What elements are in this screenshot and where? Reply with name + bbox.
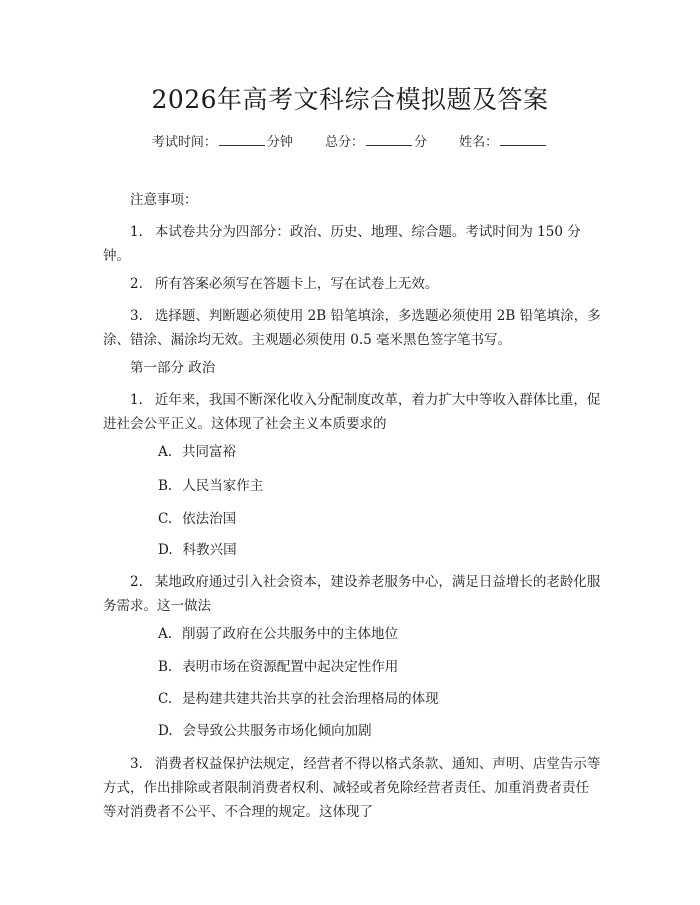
question-number: 1. [130,392,143,408]
option-letter: B. [158,478,173,494]
option-text: 是构建共建共治共享的社会治理格局的体现 [182,691,439,707]
section-heading: 第一部分 政治 [130,360,216,376]
option-letter: C. [158,691,173,707]
option-text: 削弱了政府在公共服务中的主体地位 [182,626,399,642]
exam-time-field [152,131,293,150]
option-letter: A. [158,444,173,460]
notice-item-text: 本试卷共分为四部分：政治、历史、地理、综合题。考试时间为 150 分钟。 [103,224,581,264]
option-text: 依法治国 [182,511,237,527]
exam-time-label: 考试时间： [151,135,217,150]
student-name-blank [500,133,546,146]
answer-option [158,507,598,531]
answer-option [158,655,598,679]
student-name-label: 姓名： [459,135,499,150]
answer-option [158,440,598,464]
question-number: 3. [130,756,143,772]
notice-item [103,220,601,268]
question-stem [103,388,601,436]
option-letter: D. [158,542,173,558]
exam-time-blank [219,133,265,146]
option-text: 共同富裕 [182,444,237,460]
notice-item-number: 1. [130,224,143,240]
answer-option [158,622,598,646]
total-score-unit: 分 [414,135,428,150]
notice-item-text: 选择题、判断题必须使用 2B 铅笔填涂，多选题必须使用 2B 铅笔填涂，多涂、错涂、漏涂均无效。主观题必须使用 0.5 毫米黑色签字笔书写。 [103,308,601,348]
question-text: 消费者权益保护法规定，经营者不得以格式条款、通知、声明、店堂告示等方式，作出排除或者限制消费者权利、减轻或者免除经营者责任、加重消费者责任等对消费者不公平、不合理的规定。这体现了 [103,756,601,820]
option-text: 科教兴国 [182,542,237,558]
notice-item-text: 所有答案必须写在答题卡上，写在试卷上无效。 [154,276,439,292]
answer-option [158,474,598,498]
exam-time-unit: 分钟 [266,135,293,150]
option-letter: C. [158,511,173,527]
notice-item [103,304,601,352]
total-score-label: 总分： [324,135,364,150]
total-score-field [325,131,427,150]
question-stem [103,752,601,824]
answer-option [158,687,598,711]
question-text: 某地政府通过引入社会资本，建设养老服务中心，满足日益增长的老龄化服务需求。这一做法 [103,574,601,614]
option-text: 表明市场在资源配置中起决定性作用 [182,659,399,675]
option-letter: D. [158,723,173,739]
answer-option [158,538,598,562]
notice-heading: 注意事项： [130,192,198,208]
answer-option [158,719,598,743]
question-stem [103,570,601,618]
notice-item-number: 3. [130,308,143,324]
option-letter: A. [158,626,173,642]
option-letter: B. [158,659,173,675]
page-title: 2026年高考文科综合模拟题及答案 [151,85,549,114]
notice-item-number: 2. [130,276,143,292]
exam-meta-line [0,131,700,150]
total-score-blank [366,133,412,146]
question-number: 2. [130,574,143,590]
option-text: 人民当家作主 [182,478,264,494]
notice-item [103,272,601,296]
option-text: 会导致公共服务市场化倾向加剧 [182,723,372,739]
question-text: 近年来，我国不断深化收入分配制度改革，着力扩大中等收入群体比重，促进社会公平正义。这体现了社会主义本质要求的 [103,392,601,432]
student-name-field [459,131,548,150]
